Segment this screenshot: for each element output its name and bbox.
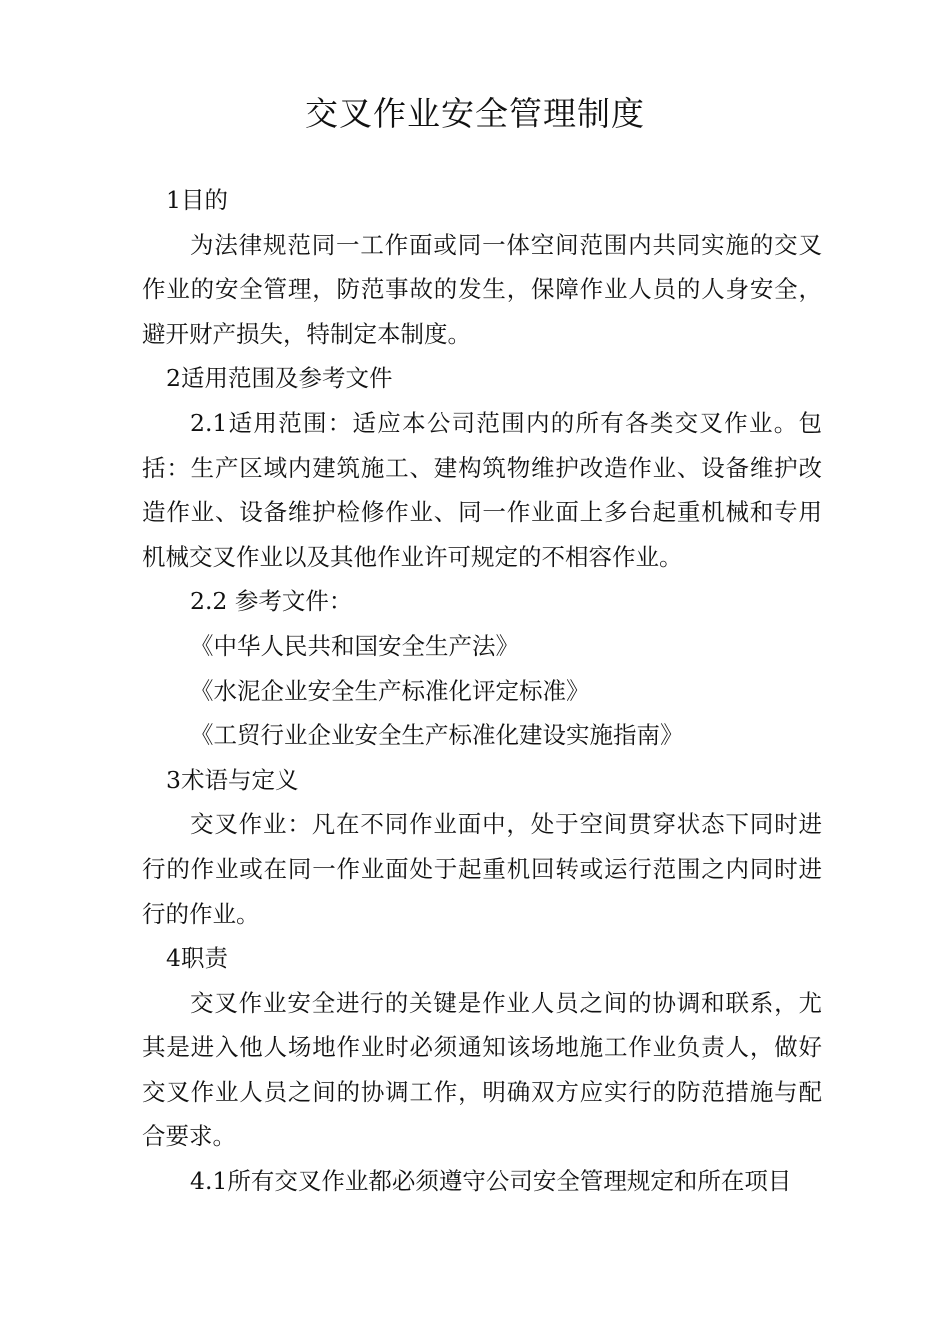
- document-title: 交叉作业安全管理制度: [305, 94, 645, 133]
- section-text-duties-4-1: 4.1所有交叉作业都必须遵守公司安全管理规定和所在项目: [190, 1167, 792, 1196]
- section-text-scope: 2.1适用范围：适应本公司范围内的所有各类交叉作业。包括：生产区域内建筑施工、建构筑物维护改造作业、设备维护改造作业、设备维护检修作业、同一作业面上多台起重机械和专用机械交叉作业以及其他作业许可规定的不相容作业。: [142, 408, 822, 571]
- section-heading-scope: 2适用范围及参考文件: [166, 364, 393, 393]
- document-body: [142, 178, 822, 1204]
- section-text-purpose: 为法律规范同一工作面或同一体空间范围内共同实施的交叉作业的安全管理，防范事故的发生，保障作业人员的人身安全，避开财产损失，特制定本制度。: [142, 230, 822, 348]
- section-text-duties: 交叉作业安全进行的关键是作业人员之间的协调和联系，尤其是进入他人场地作业时必须通知该场地施工作业负责人，做好交叉作业人员之间的协调工作，明确双方应实行的防范措施与配合要求。: [142, 988, 822, 1151]
- section-heading-duties: 4职责: [166, 944, 228, 973]
- section-heading-terms: 3术语与定义: [166, 765, 299, 794]
- section-heading-purpose: 1目的: [166, 186, 228, 214]
- section-text-terms: 交叉作业：凡在不同作业面中，处于空间贯穿状态下同时进行的作业或在同一作业面处于起重机回转或运行范围之内同时进行的作业。: [142, 810, 822, 928]
- section-text-references-label: 2.2 参考文件：: [190, 587, 353, 616]
- reference-item: 《水泥企业安全生产标准化评定标准》: [190, 676, 590, 705]
- reference-item: 《工贸行业企业安全生产标准化建设实施指南》: [190, 721, 684, 750]
- reference-item: 《中华人民共和国安全生产法》: [190, 631, 519, 660]
